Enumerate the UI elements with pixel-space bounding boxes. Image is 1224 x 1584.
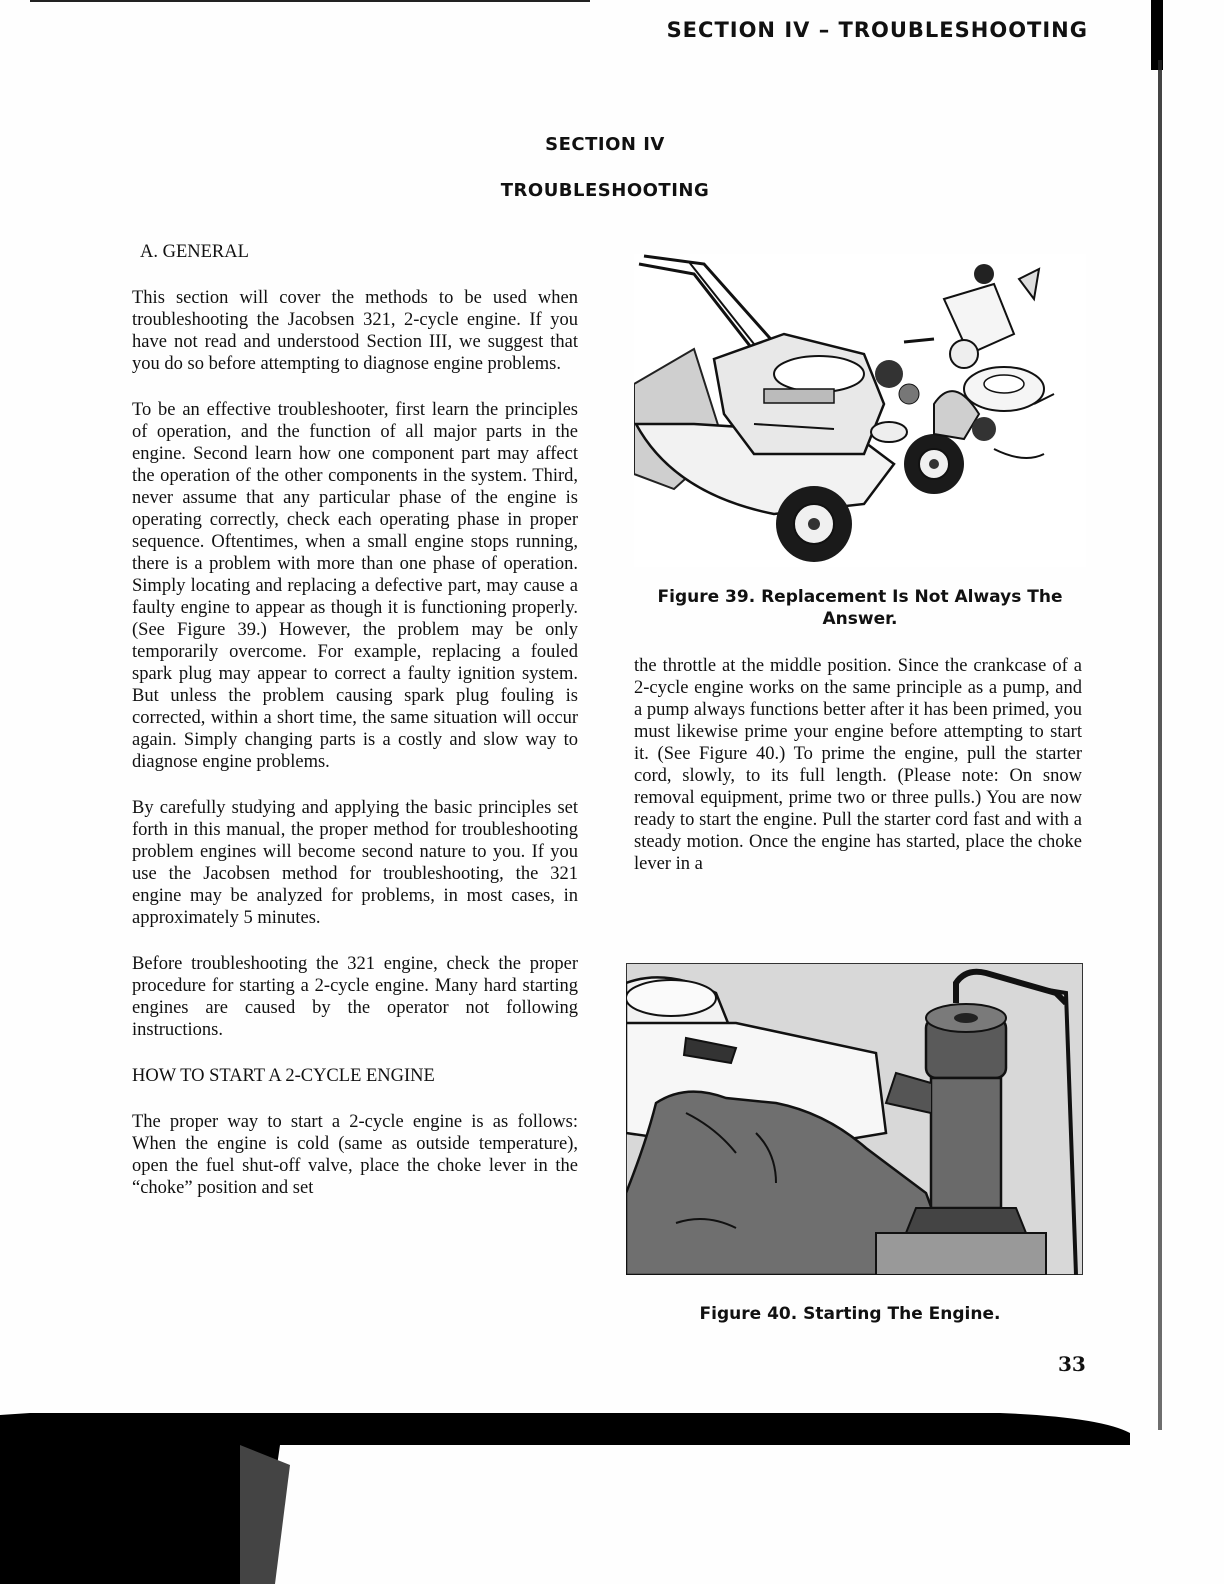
figure-40-caption: Figure 40. Starting The Engine.	[699, 1304, 1001, 1324]
paragraph-throttle-priming: the throttle at the middle position. Since the crankcase of a 2-cycle engine works on the same principle as a pump, and a pump always functions better after it has been primed, you must likewise prime your engine before attempting to start it. (See Figure 40.) To prime the engine, pull the starter cord, slowly, to its full length. (Please note: On snow removal equipment, prime two or three pulls.) You are now ready to start the engine. Pull the starter cord fast and with a steady motion. Once the engine has started, place the choke lever in a	[634, 656, 1082, 874]
paragraph-effective-troubleshooter: To be an effective troubleshooter, first learn the principles of operation, and the function of all major parts in the engine. Second learn how one component part may affect the operation of the other components in the system. Third, never assume that any particular phase of the engine is operating correctly, check each operating phase in proper sequence. Oftentimes, when a small engine stops running, there is a problem with more than one phase of operation. Simply locating and replacing a defective part, may cause a faulty engine to appear as though it is functioning properly. (See Figure 39.) However, the problem may be only temporarily overcome. For example, replacing a fouled spark plug may appear to correct a faulty ignition system. But unless the problem causing spark plug fouling is corrected, within a short time, the same situation will occur again. Simply changing parts is a costly and slow way to diagnose engine problems.	[132, 400, 578, 772]
top-rule	[30, 0, 590, 2]
figure-39-caption-line1: Figure 39. Replacement Is Not Always The	[657, 587, 1063, 607]
paragraph-proper-way: The proper way to start a 2-cycle engine is as follows: When the engine is cold (same as outside temperature), open the fuel shut-off valve, place the choke lever in the “choke” position and set	[132, 1112, 578, 1198]
section-subtitle: TROUBLESHOOTING	[500, 180, 710, 201]
paragraph-intro: This section will cover the methods to be used when troubleshooting the Jacobsen 321, 2-cycle engine. If you have not read and understood Section III, we suggest that you do so before attempting to diagnose engine problems.	[132, 288, 578, 374]
mower-parts-drawing	[634, 254, 1086, 567]
right-column	[634, 655, 1082, 899]
paragraph-jacobsen-method: By carefully studying and applying the basic principles set forth in this manual, the proper method for troubleshooting problem engines will become second nature to you. If you use the Jacobsen method for troubleshooting, the 321 engine may be analyzed for problems, in most cases, in approximately 5 minutes.	[132, 798, 578, 928]
heading-general: A. GENERAL	[140, 242, 249, 262]
figure-39-caption-line2: Answer.	[822, 609, 898, 629]
figure-39-illustration	[634, 254, 1086, 567]
section-title: SECTION IV	[545, 134, 665, 155]
page-number: 33	[1058, 1352, 1086, 1376]
figure-39-caption	[640, 586, 1080, 630]
heading-how-to-start: HOW TO START A 2-CYCLE ENGINE	[132, 1066, 435, 1086]
page-edge-shadow	[1158, 60, 1162, 1430]
left-column	[132, 241, 578, 1223]
scan-bottom-shadow	[0, 1405, 1224, 1584]
paragraph-starting-procedure: Before troubleshooting the 321 engine, check the proper procedure for starting a 2-cycle engine. Many hard starting engines are caused by the operator not following instructions.	[132, 954, 578, 1040]
figure-40-illustration	[626, 963, 1083, 1275]
running-head: SECTION IV – TROUBLESHOOTING	[666, 18, 1088, 42]
starting-engine-drawing	[626, 963, 1083, 1275]
